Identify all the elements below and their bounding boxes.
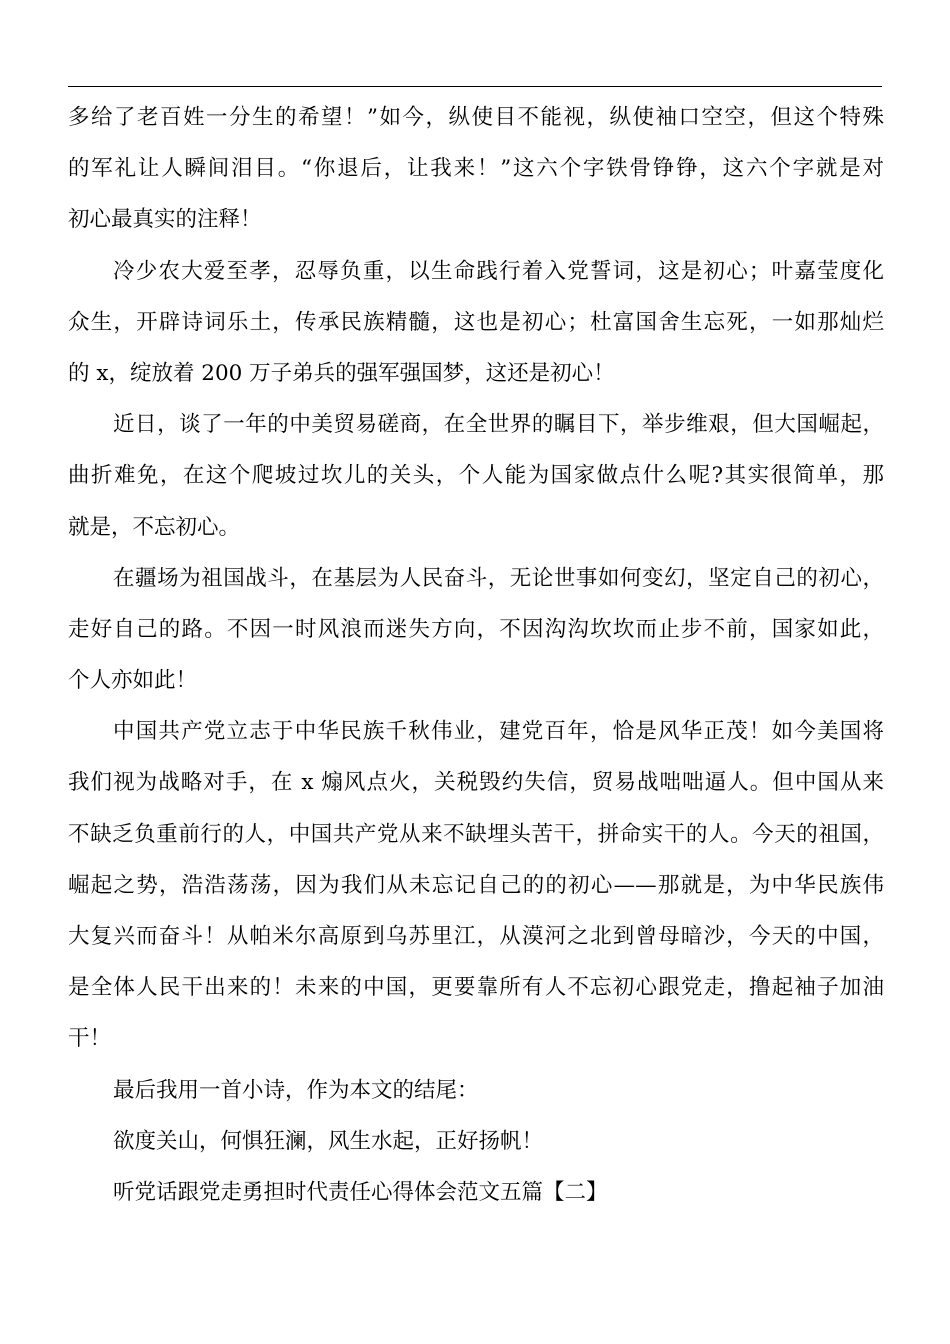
text-line: 欲度关山，何惧狂澜，风生水起，正好扬帆！: [113, 1128, 544, 1154]
text-line: 最后我用一首小诗，作为本文的结尾：: [113, 1077, 479, 1103]
header-rule: [68, 86, 882, 87]
text-line: 听党话跟党走勇担时代责任心得体会范文五篇【二】: [113, 1179, 608, 1205]
text-line: 众生，开辟诗词乐土，传承民族精髓，这也是初心；杜富国舍生忘死，一如那灿烂: [68, 309, 884, 335]
text-line: 的军礼让人瞬间泪目。“你退后，让我来！”这六个字铁骨铮铮，这六个字就是对: [68, 156, 884, 182]
text-line: 是全体人民干出来的！未来的中国，更要靠所有人不忘初心跟党走，撸起袖子加油: [68, 975, 884, 1001]
text-line: 冷少农大爱至孝，忍辱负重，以生命践行着入党誓词，这是初心；叶嘉莹度化: [113, 258, 884, 284]
text-line: 我们视为战略对手，在 x 煽风点火，关税毁约失信，贸易战咄咄逼人。但中国从来: [68, 770, 884, 796]
text-line: 初心最真实的注释！: [68, 207, 262, 233]
text-line: 的 x，绽放着 200 万子弟兵的强军强国梦，这还是初心！: [68, 360, 615, 386]
text-line: 大复兴而奋斗！从帕米尔高原到乌苏里江，从漠河之北到曾母暗沙，今天的中国，: [68, 924, 884, 949]
text-line: 近日，谈了一年的中美贸易磋商，在全世界的瞩目下，举步维艰，但大国崛起，: [113, 412, 884, 438]
text-line: 干！: [68, 1026, 112, 1052]
text-line: 个人亦如此！: [68, 668, 198, 694]
text-line: 中国共产党立志于中华民族千秋伟业，建党百年，恰是风华正茂！如今美国将: [113, 719, 884, 745]
text-line: 走好自己的路。不因一时风浪而迷失方向，不因沟沟坎坎而止步不前，国家如此，: [68, 616, 884, 642]
text-line: 崛起之势，浩浩荡荡，因为我们从未忘记自己的的初心——那就是，为中华民族伟: [68, 872, 884, 898]
text-line: 就是，不忘初心。: [68, 514, 241, 540]
text-line: 多给了老百姓一分生的希望！”如今，纵使目不能视，纵使袖口空空，但这个特殊: [68, 105, 884, 130]
document-body: [68, 92, 884, 1218]
text-line: 不缺乏负重前行的人，中国共产党从来不缺埋头苦干，拼命实干的人。今天的祖国，: [68, 821, 884, 847]
text-line: 曲折难免，在这个爬坡过坎儿的关头，个人能为国家做点什么呢?其实很简单，那: [68, 463, 884, 489]
text-line: 在疆场为祖国战斗，在基层为人民奋斗，无论世事如何变幻，坚定自己的初心，: [113, 565, 884, 591]
